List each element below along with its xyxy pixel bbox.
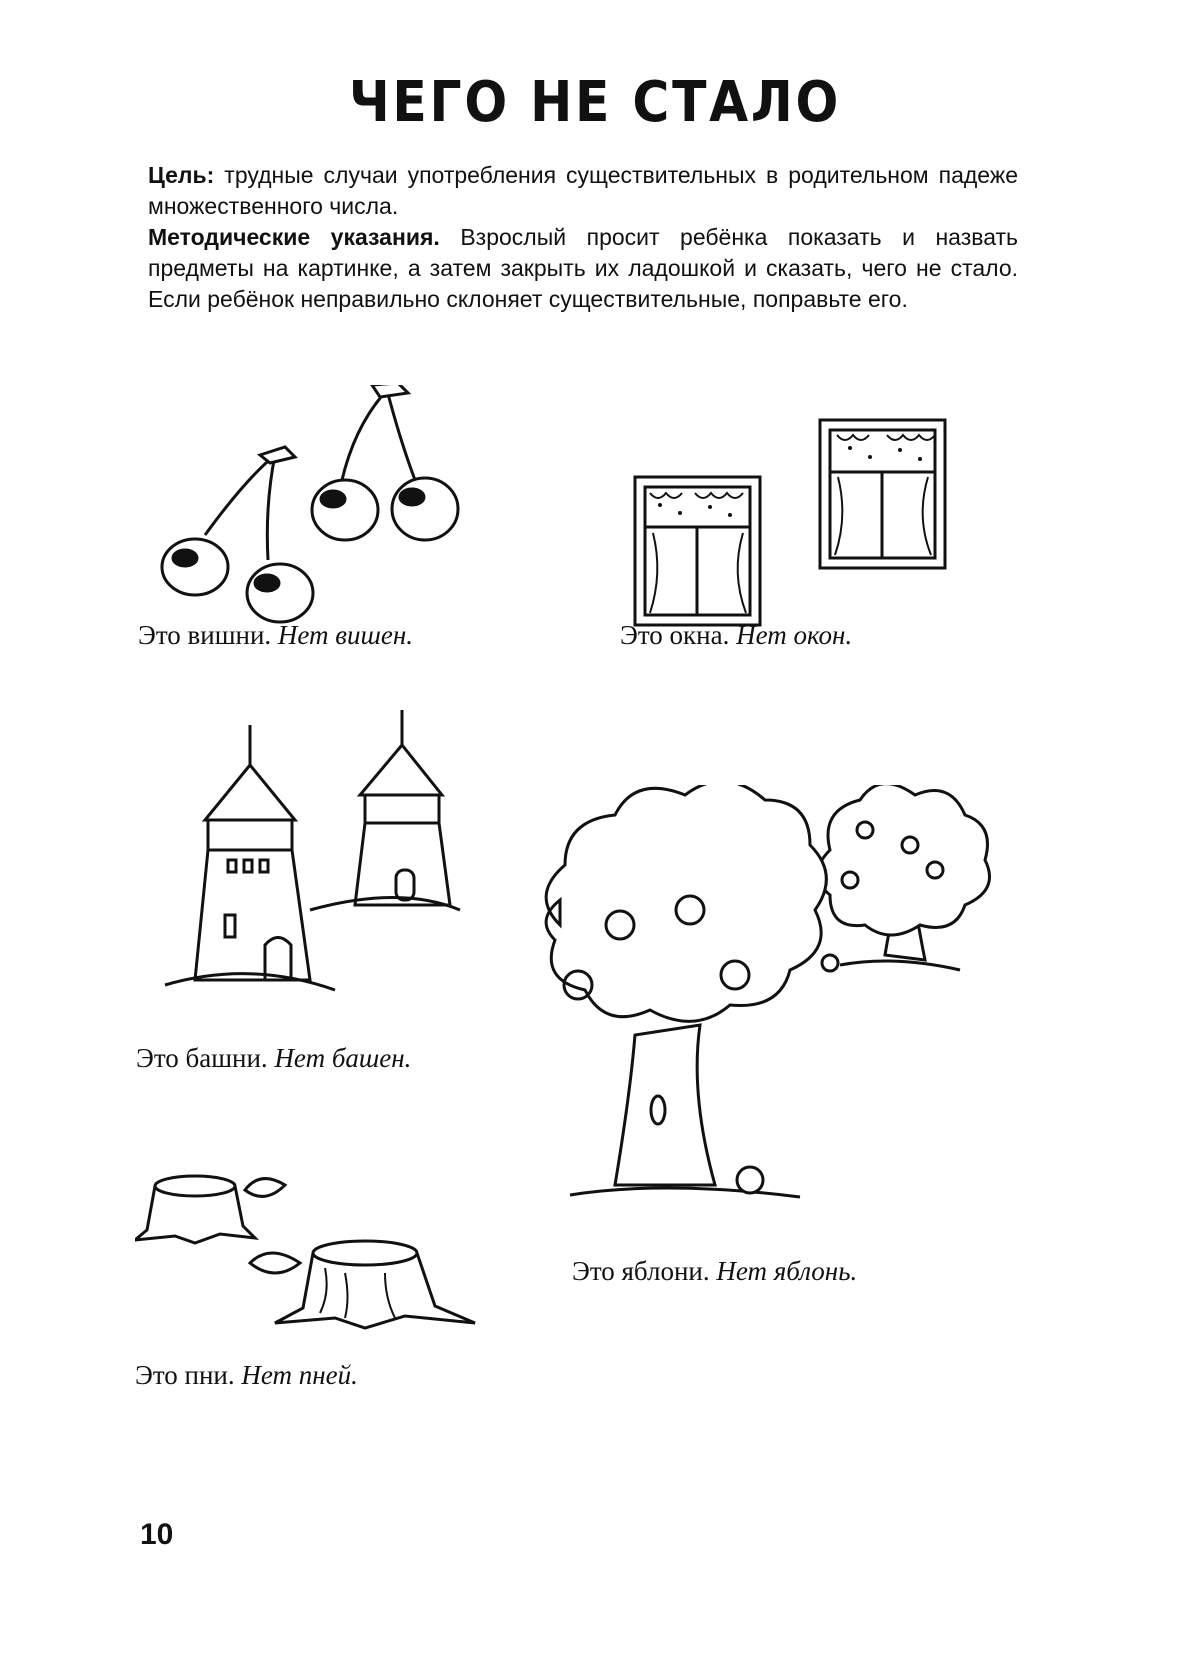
caption-plain: Это окна. bbox=[620, 620, 737, 650]
caption-plain: Это яблони. bbox=[572, 1256, 717, 1286]
caption-apple-trees bbox=[572, 1256, 857, 1287]
caption-cherries bbox=[138, 620, 413, 651]
caption-plain: Это вишни. bbox=[138, 620, 278, 650]
caption-plain: Это пни. bbox=[135, 1360, 242, 1390]
caption-italic: Нет вишен. bbox=[277, 620, 414, 650]
caption-italic: Нет башен. bbox=[274, 1043, 412, 1073]
instructions-label: Методические указания. bbox=[148, 224, 440, 250]
instructions-paragraph bbox=[148, 222, 1018, 315]
caption-italic: Нет яблонь. bbox=[716, 1256, 858, 1286]
caption-italic: Нет окон. bbox=[736, 620, 853, 650]
windows-illustration bbox=[625, 415, 955, 635]
page-title: ЧЕГО НЕ СТАЛО bbox=[348, 70, 841, 135]
goal-label: Цель: bbox=[148, 162, 215, 188]
apple-trees-illustration bbox=[540, 785, 1010, 1215]
towers-illustration bbox=[160, 705, 480, 1045]
caption-towers bbox=[136, 1043, 411, 1074]
caption-stumps bbox=[135, 1360, 358, 1391]
intro-text bbox=[148, 160, 1018, 315]
goal-paragraph bbox=[148, 160, 1018, 222]
stumps-illustration bbox=[135, 1168, 480, 1343]
caption-plain: Это башни. bbox=[136, 1043, 275, 1073]
instructions-text: Взрослый просит ребёнка показать и назвать предметы на картинке, а затем закрыть их ладошкой и сказать, чего не стало. Если ребёнок неправильно склоняет существительные, поправьте его. bbox=[148, 224, 1019, 312]
caption-windows bbox=[620, 620, 852, 651]
goal-text: трудные случаи употребления существительных в родительном падеже множественного числа. bbox=[148, 162, 1018, 219]
cherries-illustration bbox=[150, 385, 480, 635]
page-number: 10 bbox=[140, 1518, 174, 1551]
caption-italic: Нет пней. bbox=[241, 1360, 358, 1390]
